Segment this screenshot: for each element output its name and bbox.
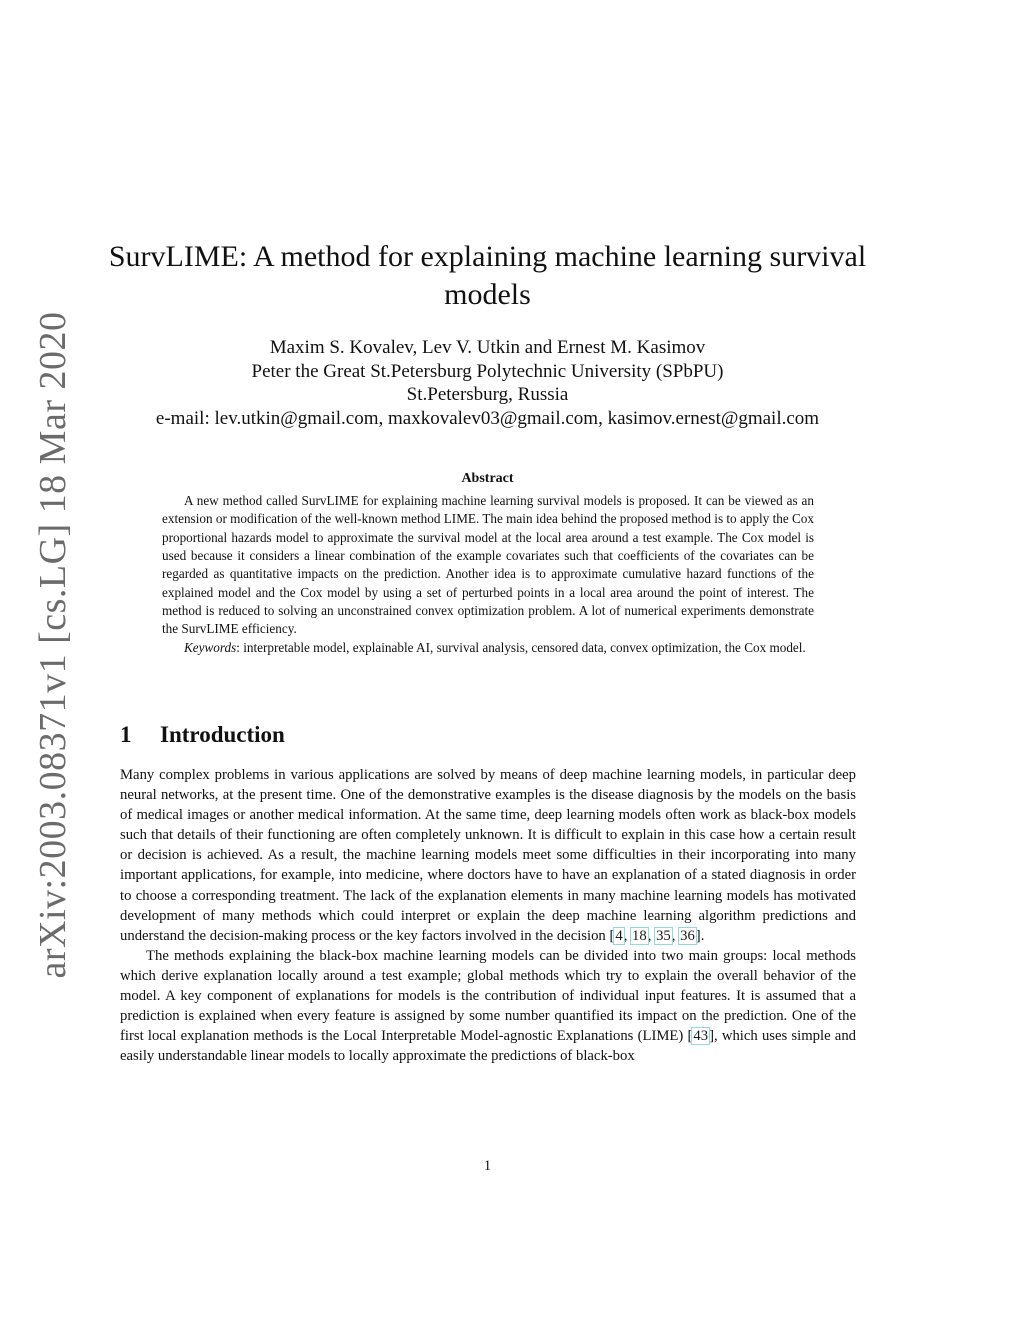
abstract-body	[162, 492, 814, 657]
citation-open-bracket: [	[687, 1028, 693, 1045]
citation-link-43[interactable]: 43	[693, 1028, 709, 1045]
intro-paragraph-2-tail: , which uses simple and easily understandable linear models to locally approximate the predictions of black-box	[120, 1028, 857, 1065]
citation-open-bracket: [	[609, 927, 615, 944]
paper-title-line-1: SurvLIME: A method for explaining machine learning survival	[108, 240, 867, 273]
citation-link-4[interactable]: 4	[615, 927, 623, 944]
author-names: Maxim S. Kovalev, Lev V. Utkin and Ernest M. Kasimov	[269, 337, 706, 358]
citation-link-18[interactable]: 18	[632, 927, 647, 944]
intro-paragraph-1-text: Many complex problems in various applications are solved by means of deep machine learning models, in particular deep neural networks, at the present time. One of the demonstrative examples is the disease diagnosis by the models on the basis of medical images or another medical information. At the same time, deep learning models often work as black-box models such that details of their functioning are often completely unknown. It is difficult to explain in this case how a certain result or decision is achieved. As a result, the machine learning models meet some difficulties in their incorporating into many important applications, for example, into medicine, where doctors have to have an explanation of a stated diagnosis in order to choose a corresponding treatment. The lack of the explanation elements in many machine learning models has motivated development of many methods which could interpret or explain the deep machine learning algorithm predictions and understand the decision-making process or the key factors involved in the decision	[120, 767, 856, 944]
author-block	[100, 336, 875, 430]
keywords-text: : interpretable model, explainable AI, survival analysis, censored data, convex optimization, the Cox model.	[236, 639, 806, 655]
intro-paragraph-1: Many complex problems in various applications are solved by means of deep machine learning models, in particular deep neural networks, at the present time. One of the demonstrative examples is the disease diagnosis by the models on the basis of medical images or another medical information. At the same time, deep learning models often work as black-box models such that details of their functioning are often completely unknown. It is difficult to explain in this case how a certain result or decision is achieved. As a result, the machine learning models meet some difficulties in their incorporating into many important applications, for example, into medicine, where doctors have to have an explanation of a stated diagnosis in order to choose a corresponding treatment. The lack of the explanation elements in many machine learning models has motivated development of many methods which could interpret or explain the deep machine learning algorithm predictions and understand the decision-making process or the key factors involved in the decision [4, 18, 35, 36].	[120, 767, 856, 944]
intro-paragraph-2	[120, 946, 856, 1067]
section-heading-introduction	[120, 722, 285, 748]
citation-close-bracket: ]	[709, 1028, 714, 1045]
citation-link-36[interactable]: 36	[680, 927, 695, 944]
abstract-heading: Abstract	[461, 471, 514, 486]
abstract-keywords	[162, 639, 814, 657]
author-affiliation: Peter the Great St.Petersburg Polytechnic University (SPbPU)	[251, 360, 724, 382]
citation-close-bracket: ].	[695, 927, 705, 944]
section-title: Introduction	[160, 722, 285, 747]
intro-paragraph-2-text: The methods explaining the black-box machine learning models can be divided into two main groups: local methods which derive explanation locally around a test example; global methods which try to explain the overall behavior of the model. A key component of explanations for models is the contribution of individual input features. It is assumed that a prediction is explained when every feature is assigned by some number quantified its impact on the prediction. One of the first local explanation methods is the Local Interpretable Model-agnostic Explanations (LIME)	[120, 947, 856, 1045]
abstract-text: A new method called SurvLIME for explaining machine learning survival models is proposed. It can be viewed as an extension or modification of the well-known method LIME. The main idea behind the proposed method is to apply the Cox proportional hazards model to approximate the survival model at the local area around a test example. The Cox model is used because it considers a linear combination of the example covariates such that coefficients of the covariates can be regarded as quantitative impacts on the prediction. Another idea is to approximate cumulative hazard functions of the explained model and the Cox model by using a set of perturbed points in a local area around the point of interest. The method is reduced to solving an unconstrained convex optimization problem. A lot of numerical experiments demonstrate the SurvLIME efficiency.	[162, 493, 814, 637]
author-location: St.Petersburg, Russia	[406, 384, 569, 405]
section-number: 1	[120, 722, 132, 747]
author-emails: e-mail: lev.utkin@gmail.com, maxkovalev03@gmail.com, kasimov.ernest@gmail.com	[155, 407, 820, 429]
page-number: 1	[483, 1158, 492, 1174]
introduction-body	[120, 765, 856, 1066]
arxiv-identifier-stamp: arXiv:2003.08371v1 [cs.LG] 18 Mar 2020	[32, 311, 74, 979]
keywords-label: Keywords	[184, 639, 237, 655]
paper-title-line-2: models	[444, 278, 531, 311]
paper-title	[100, 238, 875, 314]
citation-link-35[interactable]: 35	[656, 927, 671, 944]
